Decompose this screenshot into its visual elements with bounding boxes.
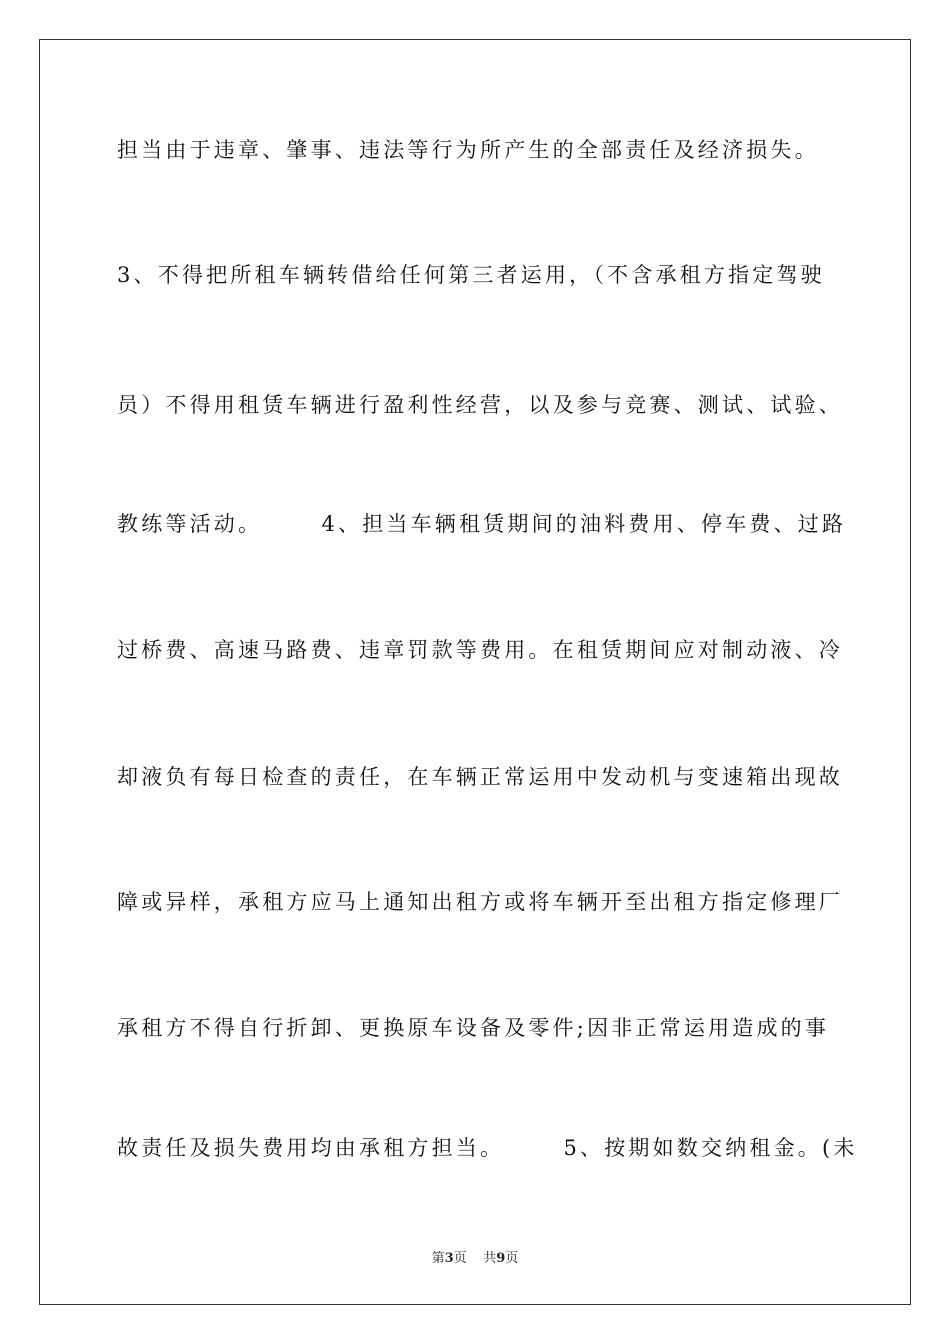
text-line-8: 承租方不得自行折卸、更换原车设备及零件;因非正常运用造成的事	[117, 1016, 830, 1040]
footer-page-suffix: 页	[453, 1251, 467, 1266]
footer-page-number: 3	[444, 1251, 454, 1266]
footer-total-number: 9	[496, 1251, 506, 1266]
text-line-6: 却液负有每日检查的责任，在车辆正常运用中发动机与变速箱出现故	[117, 765, 843, 789]
footer-page-prefix: 第	[431, 1251, 445, 1266]
text-line-3: 员）不得用租赁车辆进行盈利性经营，以及参与竞赛、测试、试验、	[117, 393, 843, 417]
text-line-7: 障或异样，承租方应马上通知出租方或将车辆开至出租方指定修理厂	[117, 890, 843, 914]
text-line-2: 3、不得把所租车辆转借给任何第三者运用，（不含承租方指定驾驶	[117, 263, 825, 287]
text-line-4: 教练等活动。 4、担当车辆租赁期间的油料费用、停车费、过路	[117, 512, 847, 536]
footer-total-suffix: 页	[505, 1251, 519, 1266]
page-frame	[39, 39, 911, 1305]
footer-total-prefix: 共	[483, 1251, 497, 1266]
page-footer	[0, 1247, 950, 1266]
text-line-5: 过桥费、高速马路费、违章罚款等费用。在租赁期间应对制动液、冷	[117, 638, 843, 662]
text-line-1: 担当由于违章、肇事、违法等行为所产生的全部责任及经济损失。	[117, 138, 819, 162]
text-line-9: 故责任及损失费用均由承租方担当。 5、按期如数交纳租金。(未	[117, 1136, 858, 1160]
